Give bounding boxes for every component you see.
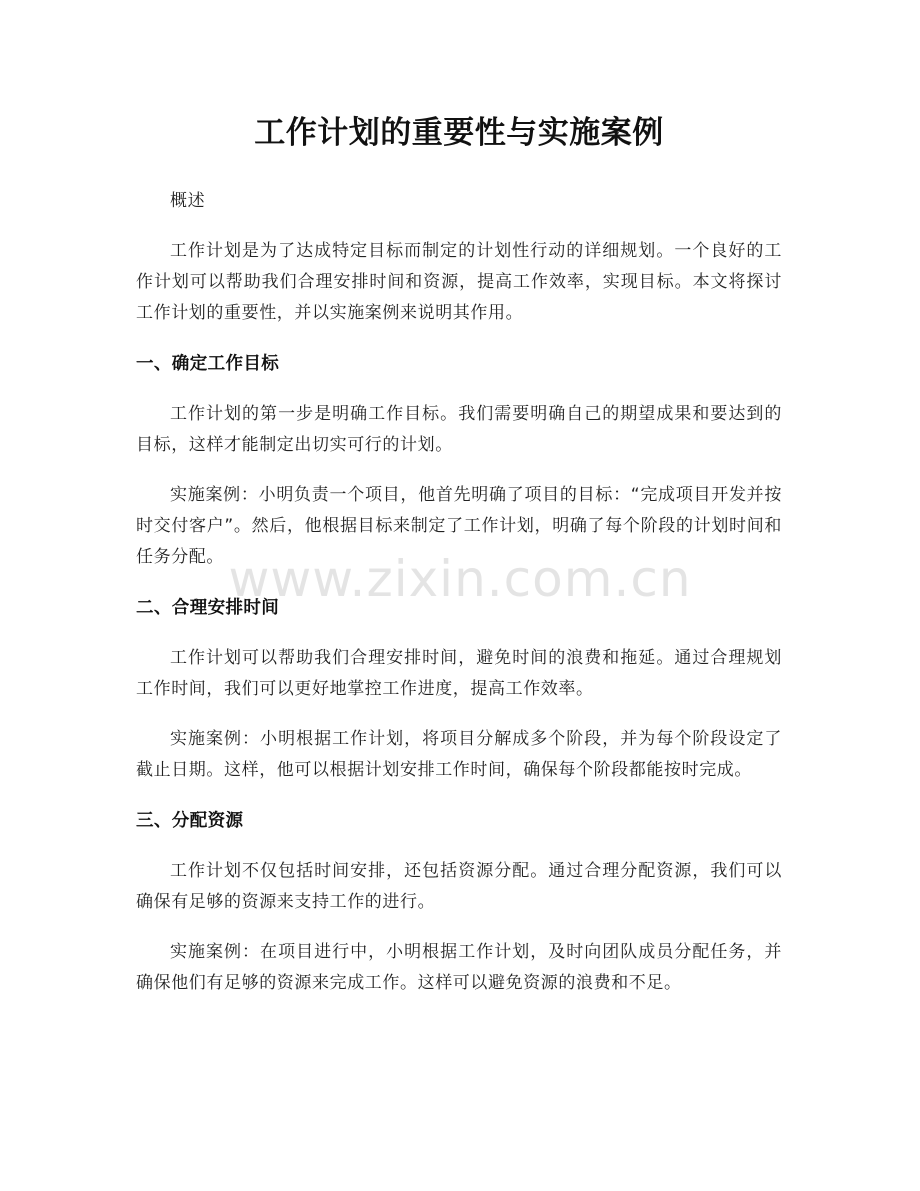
- section-3-example: 实施案例：在项目进行中，小明根据工作计划，及时向团队成员分配任务，并确保他们有足够的资源来完成工作。这样可以避免资源的浪费和不足。: [136, 942, 782, 993]
- watermark-text: www.zixin.com.cn: [228, 550, 692, 608]
- overview-label: 概述: [170, 191, 206, 211]
- document-title: 工作计划的重要性与实施案例: [254, 115, 664, 151]
- section-2-example: 实施案例：小明根据工作计划，将项目分解成多个阶段，并为每个阶段设定了截止日期。这样，他可以根据计划安排工作时间，确保每个阶段都能按时完成。: [136, 729, 782, 780]
- section-1-body: 工作计划的第一步是明确工作目标。我们需要明确自己的期望成果和要达到的目标，这样才能制定出切实可行的计划。: [136, 404, 782, 455]
- section-1-heading: 一、确定工作目标: [136, 354, 280, 374]
- section-3-heading: 三、分配资源: [136, 811, 244, 831]
- intro-paragraph: 工作计划是为了达成特定目标而制定的计划性行动的详细规划。一个良好的工作计划可以帮助我们合理安排时间和资源，提高工作效率，实现目标。本文将探讨工作计划的重要性，并以实施案例来说明其作用。: [136, 241, 782, 323]
- section-1-example: 实施案例：小明负责一个项目，他首先明确了项目的目标：“完成项目开发并按时交付客户”。然后，他根据目标来制定了工作计划，明确了每个阶段的计划时间和任务分配。: [136, 485, 782, 567]
- section-3-body: 工作计划不仅包括时间安排，还包括资源分配。通过合理分配资源，我们可以确保有足够的资源来支持工作的进行。: [136, 861, 782, 912]
- section-2-body: 工作计划可以帮助我们合理安排时间，避免时间的浪费和拖延。通过合理规划工作时间，我们可以更好地掌控工作进度，提高工作效率。: [136, 648, 782, 699]
- section-2-heading: 二、合理安排时间: [136, 598, 280, 618]
